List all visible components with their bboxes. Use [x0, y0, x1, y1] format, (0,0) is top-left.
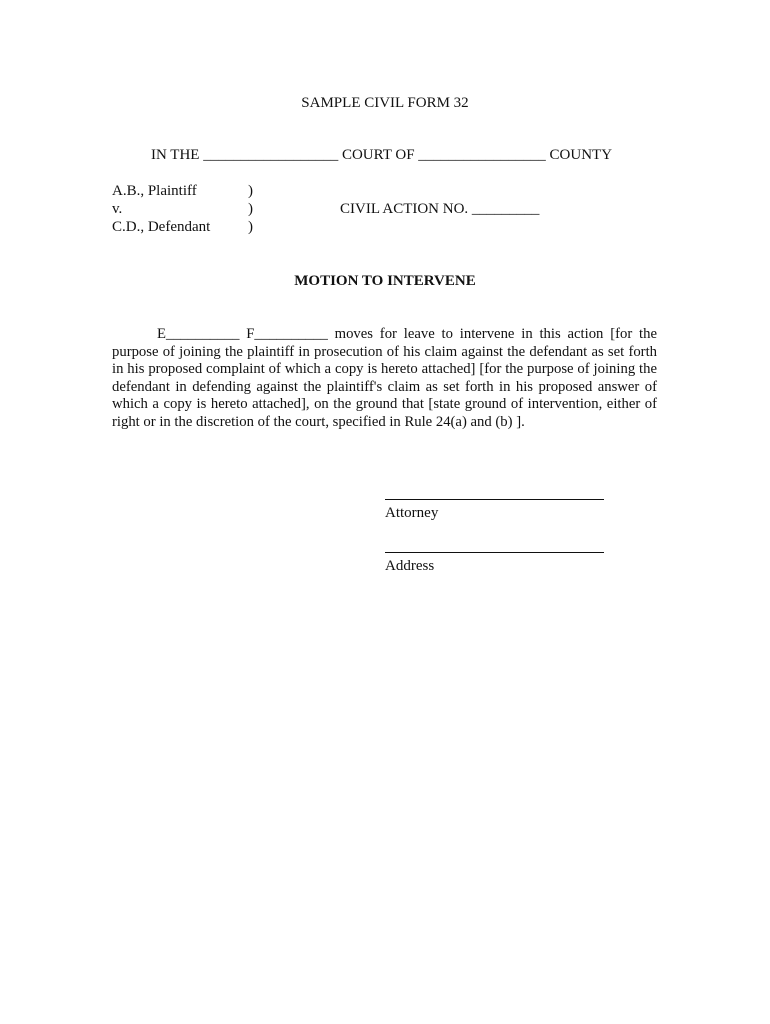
caption-paren: )	[248, 219, 253, 235]
court-line: IN THE __________________ COURT OF _________________ COUNTY	[151, 147, 613, 163]
attorney-label: Attorney	[385, 505, 439, 521]
caption-versus: v.	[112, 201, 123, 217]
caption-defendant: C.D., Defendant	[112, 219, 211, 235]
civil-action-number: CIVIL ACTION NO. _________	[340, 201, 540, 217]
address-label: Address	[385, 558, 435, 574]
address-signature-line	[385, 552, 604, 553]
caption-paren: )	[248, 201, 253, 217]
attorney-signature-line	[385, 499, 604, 500]
caption-paren: )	[248, 183, 253, 199]
caption-plaintiff: A.B., Plaintiff	[112, 183, 197, 199]
motion-title: MOTION TO INTERVENE	[294, 273, 476, 289]
motion-body: E__________ F__________ moves for leave to intervene in this action [for the purpose of joining the plaintiff in prosecution of his claim against the defendant as set forth in his proposed complaint of which a copy is hereto attached] [for the purpose of joining the defendant in defending against the plaintiff's claim as set forth in his proposed answer of which a copy is hereto attached], on the ground that [state ground of intervention, either of right or in the discretion of the court, specified in Rule 24(a) and (b) ].	[112, 326, 657, 430]
form-title: SAMPLE CIVIL FORM 32	[301, 95, 469, 111]
